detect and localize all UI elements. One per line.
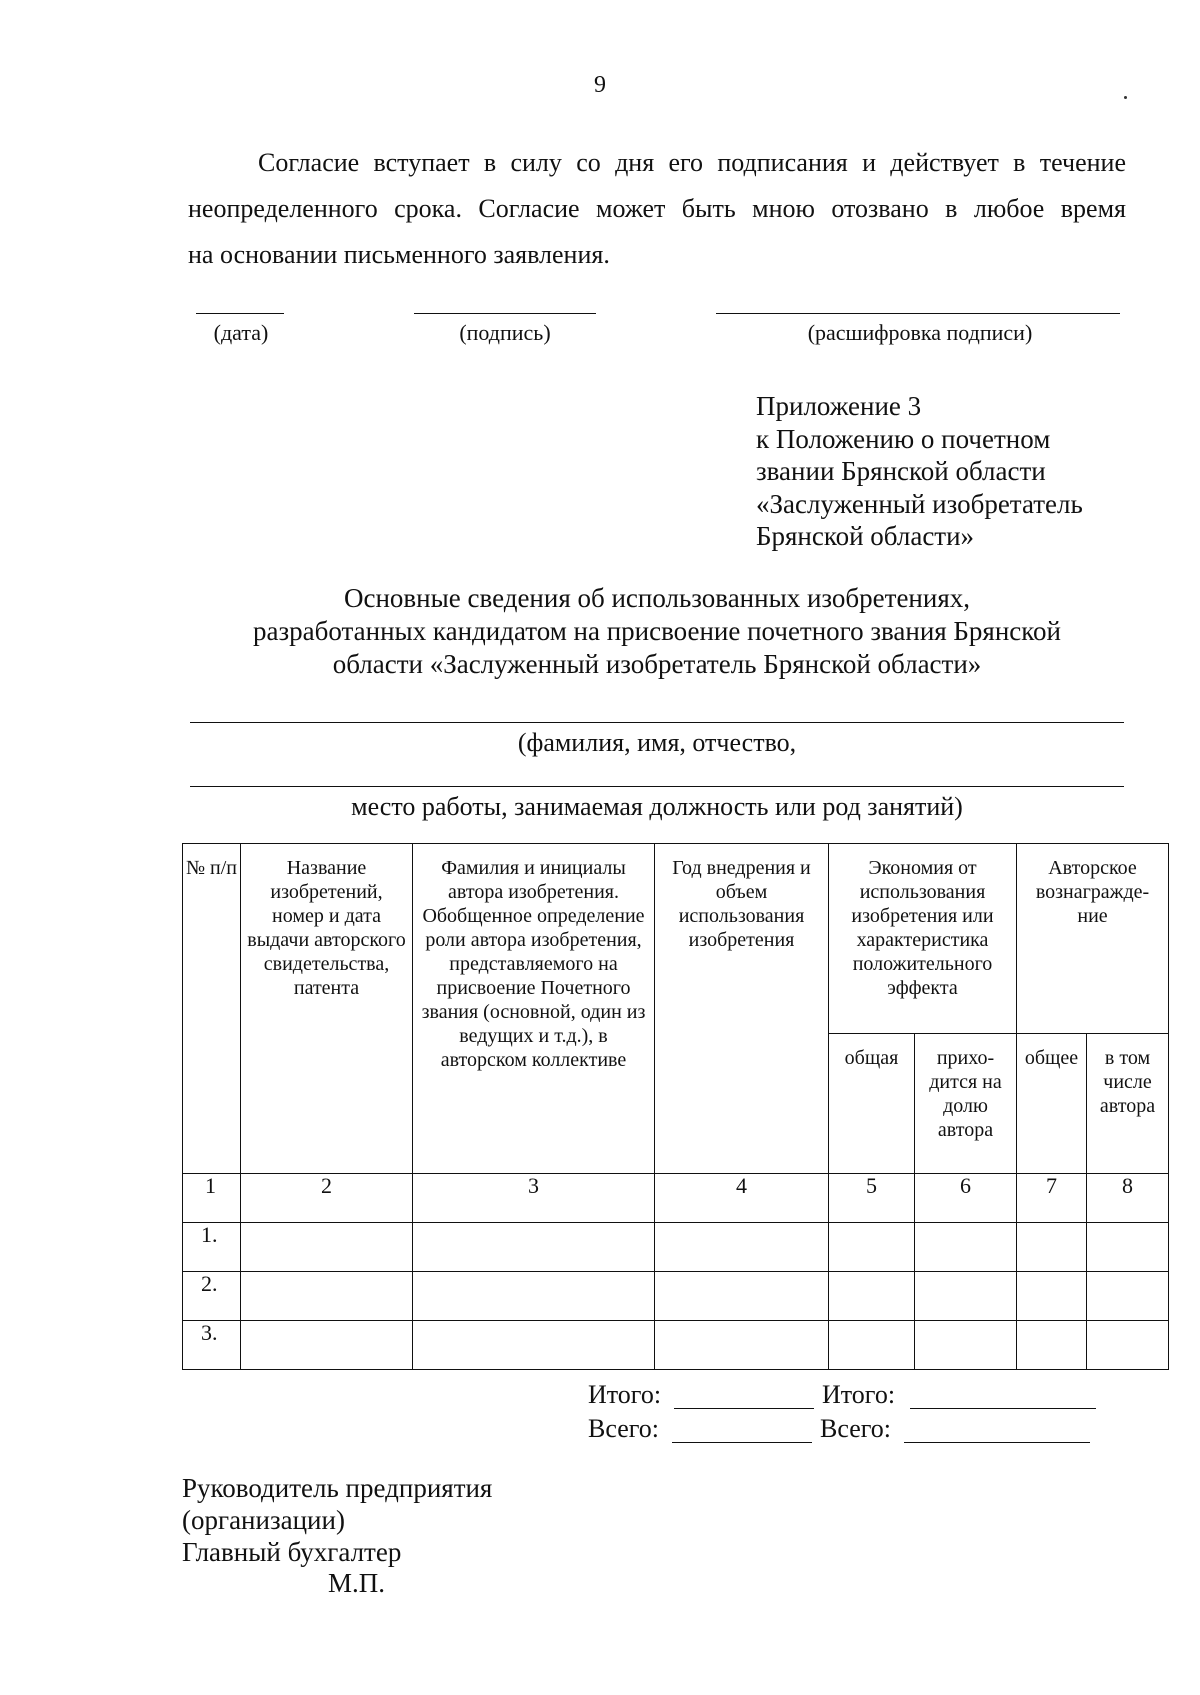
table-cell[interactable] xyxy=(655,1272,829,1321)
title-line: разработанных кандидатом на присвоение почетного звания Брянской xyxy=(253,616,1061,646)
column-number: 7 xyxy=(1017,1174,1087,1223)
appendix-line: звании Брянской области xyxy=(756,456,1046,486)
table-row xyxy=(183,1272,1169,1321)
consent-paragraph xyxy=(188,140,1126,278)
table-cell[interactable] xyxy=(1017,1223,1087,1272)
appendix-line: «Заслуженный изобретатель xyxy=(756,488,1083,519)
table-cell[interactable] xyxy=(829,1272,915,1321)
itogo-line-1 xyxy=(674,1408,814,1409)
row-number: 2. xyxy=(183,1272,241,1321)
paragraph-line-2: неопределенного срока. Согласие может быть мною отозвано в любое время xyxy=(188,194,1126,223)
appendix-line: к Положению о почетном xyxy=(756,423,1051,454)
appendix-line: Брянской области» xyxy=(756,521,975,551)
row-number: 3. xyxy=(183,1321,241,1370)
chief-accountant: Главный бухгалтер xyxy=(182,1537,402,1567)
table-cell[interactable] xyxy=(413,1272,655,1321)
workplace-line xyxy=(190,786,1124,787)
page-number: 9 xyxy=(594,72,606,98)
table-cell[interactable] xyxy=(829,1321,915,1370)
header-col-economy: Экономия от использования изобретения или характеристика положительного эффекта xyxy=(829,844,1017,1034)
workplace-label: место работы, занимаемая должность или род занятий) xyxy=(351,792,963,821)
table-cell[interactable] xyxy=(1087,1321,1169,1370)
vsego-label-1: Всего: xyxy=(588,1414,659,1443)
signature-line xyxy=(414,313,596,314)
table-cell[interactable] xyxy=(1017,1272,1087,1321)
vsego-line-1 xyxy=(672,1442,812,1443)
header-col-number: № п/п xyxy=(183,844,241,1174)
column-number: 3 xyxy=(413,1174,655,1223)
table-cell[interactable] xyxy=(241,1321,413,1370)
vsego-label-2: Всего: xyxy=(820,1414,891,1443)
paragraph-line-1: Согласие вступает в силу со дня его подписания и действует в течение xyxy=(258,148,1126,177)
date-label: (дата) xyxy=(213,320,269,345)
table-row xyxy=(183,1223,1169,1272)
itogo-label-1: Итого: xyxy=(588,1380,662,1409)
inventions-table xyxy=(182,843,1169,1370)
row-number: 1. xyxy=(183,1223,241,1272)
table-cell[interactable] xyxy=(655,1223,829,1272)
column-number: 5 xyxy=(829,1174,915,1223)
head-of-enterprise: Руководитель предприятия xyxy=(182,1473,493,1503)
table-cell[interactable] xyxy=(1087,1223,1169,1272)
appendix-line: Приложение 3 xyxy=(756,391,922,421)
decoding-label: (расшифровка подписи) xyxy=(807,320,1033,345)
header-economy-total: общая xyxy=(829,1034,915,1174)
header-col-reward: Авторское вознагражде-ние xyxy=(1017,844,1169,1034)
stamp-place: М.П. xyxy=(328,1568,386,1598)
header-reward-total: общее xyxy=(1017,1034,1087,1174)
fio-line xyxy=(190,722,1124,723)
table-cell[interactable] xyxy=(915,1223,1017,1272)
decoding-line xyxy=(716,313,1120,314)
title-line: Основные сведения об использованных изобретениях, xyxy=(344,583,970,613)
header-economy-author-share: прихо-дится на долю автора xyxy=(915,1034,1017,1174)
signature-label: (подпись) xyxy=(459,320,551,345)
column-number: 4 xyxy=(655,1174,829,1223)
table-cell[interactable] xyxy=(655,1321,829,1370)
table-cell[interactable] xyxy=(413,1223,655,1272)
signatories xyxy=(182,1472,492,1568)
table-cell[interactable] xyxy=(915,1321,1017,1370)
column-number-row xyxy=(183,1174,1169,1223)
column-number: 2 xyxy=(241,1174,413,1223)
column-number: 8 xyxy=(1087,1174,1169,1223)
table-cell[interactable] xyxy=(413,1321,655,1370)
date-line xyxy=(196,313,284,314)
header-col-title: Название изобретений, номер и дата выдачи авторского свидетельства, патента xyxy=(241,844,413,1174)
itogo-label-2: Итого: xyxy=(822,1380,896,1409)
table-cell[interactable] xyxy=(829,1223,915,1272)
table-cell[interactable] xyxy=(1087,1272,1169,1321)
fio-label: (фамилия, имя, отчество, xyxy=(517,728,797,757)
scan-dot xyxy=(1124,96,1127,99)
header-reward-author: в том числе автора xyxy=(1087,1034,1169,1174)
appendix-header xyxy=(756,390,1136,553)
vsego-line-2 xyxy=(904,1442,1090,1443)
title-line: области «Заслуженный изобретатель Брянской области» xyxy=(332,649,982,679)
column-number: 6 xyxy=(915,1174,1017,1223)
table-row xyxy=(183,1321,1169,1370)
table-cell[interactable] xyxy=(241,1223,413,1272)
header-col-year: Год внедрения и объем использования изобретения xyxy=(655,844,829,1174)
table-cell[interactable] xyxy=(915,1272,1017,1321)
itogo-line-2 xyxy=(910,1408,1096,1409)
document-title xyxy=(188,582,1126,681)
column-number: 1 xyxy=(183,1174,241,1223)
header-col-author: Фамилия и инициалы автора изобретения. Обобщенное определение роли автора изобретения, представляемого на присвоение Почетного звания (основной, один из ведущих и т.д.), в авторском коллективе xyxy=(413,844,655,1174)
table-cell[interactable] xyxy=(1017,1321,1087,1370)
paragraph-line-3: на основании письменного заявления. xyxy=(188,240,610,269)
organization-note: (организации) xyxy=(182,1505,345,1535)
table-cell[interactable] xyxy=(241,1272,413,1321)
